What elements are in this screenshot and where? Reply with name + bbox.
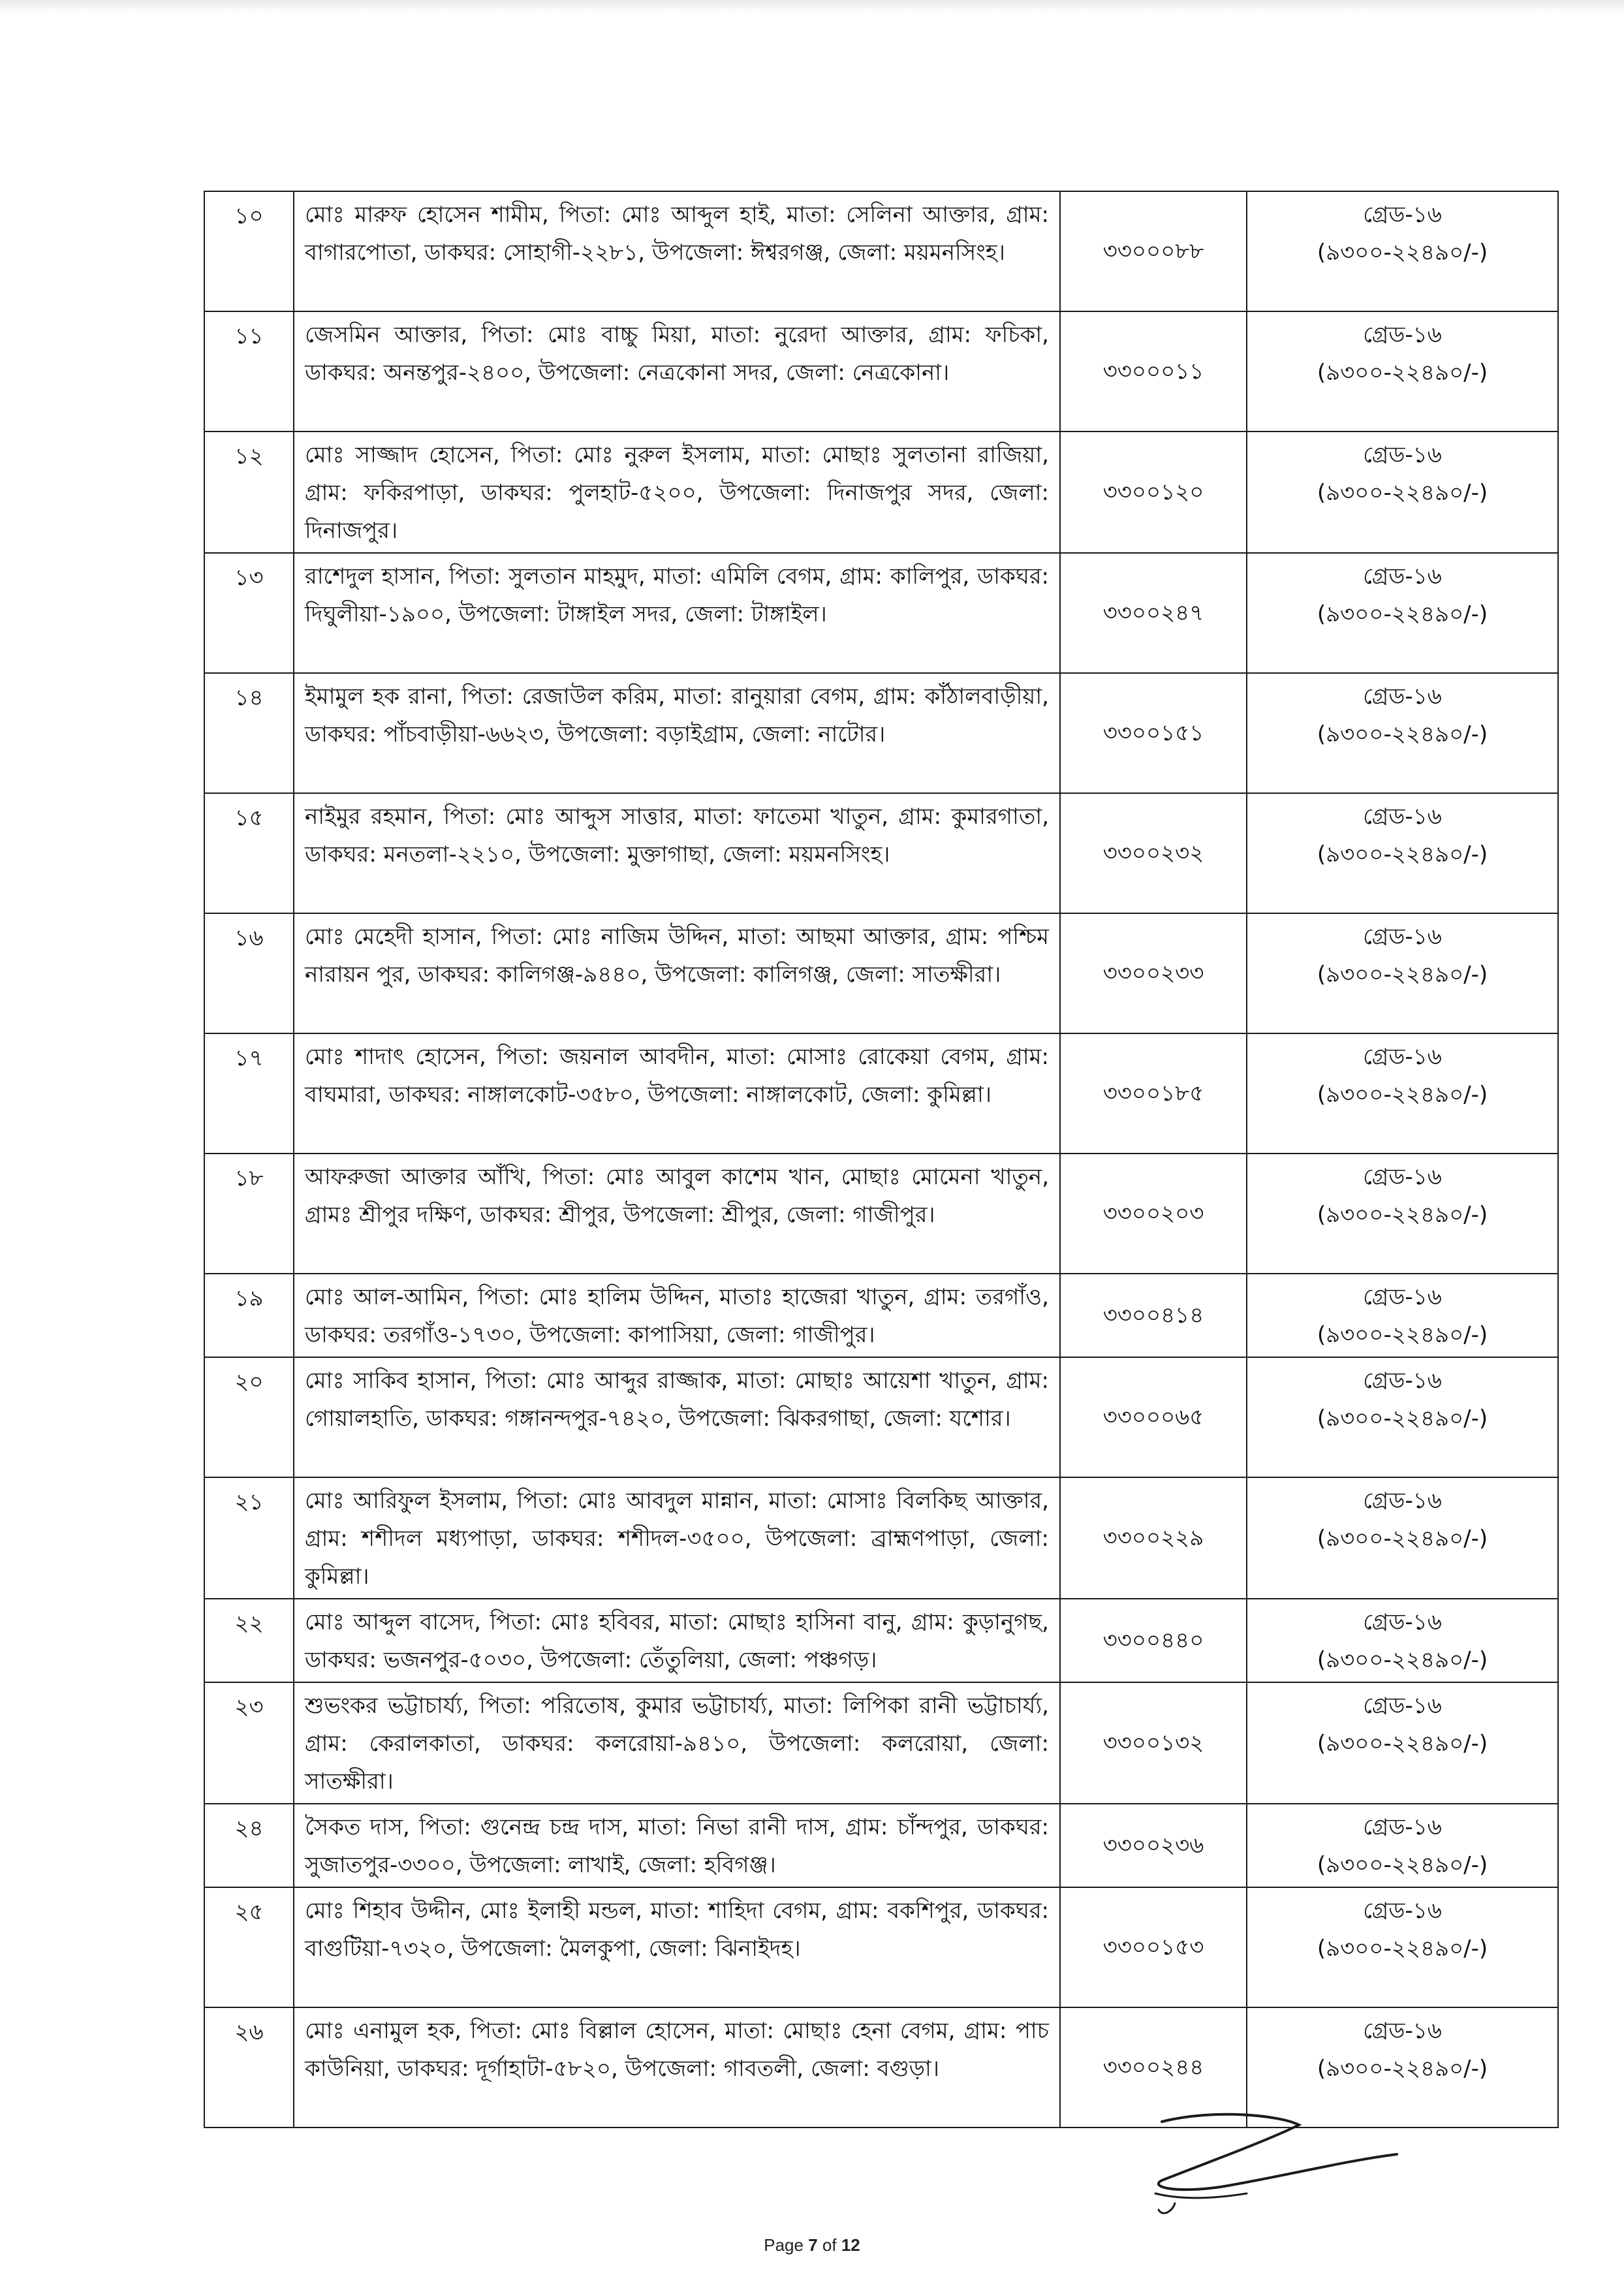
table-row — [204, 1477, 1558, 1599]
serial-number: ১৩ — [204, 553, 294, 673]
serial-number: ১১ — [204, 311, 294, 432]
candidate-details: জেসমিন আক্তার, পিতা: মোঃ বাচ্চু মিয়া, মাতা: নুরেদা আক্তার, গ্রাম: ফচিকা, ডাকঘর: অনন্তপুর-২৪০০, উপজেলা: নেত্রকোনা সদর, জেলা: নেত্রকোনা। — [294, 311, 1060, 432]
candidate-details: মোঃ এনামুল হক, পিতা: মোঃ বিল্লাল হোসেন, মাতা: মোছাঃ হেনা বেগম, গ্রাম: পাচ কাউনিয়া, ডাকঘর: দূর্গাহাটা-৫৮২০, উপজেলা: গাবতলী, জেলা: বগুড়া। — [294, 2007, 1060, 2128]
serial-number: ২৬ — [204, 2007, 294, 2128]
grade-label: গ্রেড-১৬ — [1363, 442, 1442, 468]
serial-number: ১৬ — [204, 913, 294, 1033]
pay-scale: (৯৩০০-২২৪৯০/-) — [1317, 1731, 1488, 1757]
grade-label: গ্রেড-১৬ — [1363, 1284, 1442, 1310]
table-row — [204, 1033, 1558, 1154]
roll-number: ৩৩০০২৩৩ — [1060, 913, 1247, 1033]
grade-cell — [1247, 1887, 1558, 2007]
grade-cell — [1247, 553, 1558, 673]
grade-label: গ্রেড-১৬ — [1363, 1814, 1442, 1840]
pay-scale: (৯৩০০-২২৪৯০/-) — [1317, 480, 1488, 506]
pay-scale: (৯৩০০-২২৪৯০/-) — [1317, 1647, 1488, 1673]
grade-cell — [1247, 793, 1558, 913]
table-row — [204, 793, 1558, 913]
grade-label: গ্রেড-১৬ — [1363, 1488, 1442, 1514]
pay-scale: (৯৩০০-২২৪৯০/-) — [1317, 2056, 1488, 2082]
grade-label: গ্রেড-১৬ — [1363, 322, 1442, 348]
grade-cell — [1247, 1033, 1558, 1154]
serial-number: ১২ — [204, 432, 294, 553]
grade-cell — [1247, 1274, 1558, 1357]
candidate-details: মোঃ শিহাব উদ্দীন, মোঃ ইলাহী মন্ডল, মাতা: শাহিদা বেগম, গ্রাম: বকশিপুর, ডাকঘর: বাগুটিয়া-৭৩২০, উপজেলা: মৈলকুপা, জেলা: ঝিনাইদহ। — [294, 1887, 1060, 2007]
grade-label: গ্রেড-১৬ — [1363, 202, 1442, 228]
roll-number: ৩৩০০৪৪০ — [1060, 1599, 1247, 1682]
grade-label: গ্রেড-১৬ — [1363, 683, 1442, 710]
roll-number: ৩৩০০২৩৬ — [1060, 1804, 1247, 1887]
serial-number: ১৮ — [204, 1154, 294, 1274]
table-row — [204, 1274, 1558, 1357]
roll-number: ৩৩০০১৫১ — [1060, 673, 1247, 793]
serial-number: ২৪ — [204, 1804, 294, 1887]
grade-label: গ্রেড-১৬ — [1363, 1044, 1442, 1070]
grade-cell — [1247, 673, 1558, 793]
footer-page-number: 7 — [808, 2235, 818, 2255]
grade-cell — [1247, 1154, 1558, 1274]
table-row — [204, 1357, 1558, 1477]
roll-number: ৩৩০০১৩২ — [1060, 1682, 1247, 1804]
pay-scale: (৯৩০০-২২৪৯০/-) — [1317, 962, 1488, 988]
grade-label: গ্রেড-১৬ — [1363, 563, 1442, 589]
candidate-details: মোঃ সাকিব হাসান, পিতা: মোঃ আব্দুর রাজ্জাক, মাতা: মোছাঃ আয়েশা খাতুন, গ্রাম: গোয়ালহাতি, ডাকঘর: গঙ্গানন্দপুর-৭৪২০, উপজেলা: ঝিকরগাছা, জেলা: যশোর। — [294, 1357, 1060, 1477]
roll-number: ৩৩০০২৪৪ — [1060, 2007, 1247, 2128]
candidate-details: আফরুজা আক্তার আঁখি, পিতা: মোঃ আবুল কাশেম খান, মোছাঃ মোমেনা খাতুন, গ্রামঃ শ্রীপুর দক্ষিণ, ডাকঘর: শ্রীপুর, উপজেলা: শ্রীপুর, জেলা: গাজীপুর। — [294, 1154, 1060, 1274]
table-row — [204, 673, 1558, 793]
roll-number: ৩৩০০০১১ — [1060, 311, 1247, 432]
candidate-details: মোঃ আরিফুল ইসলাম, পিতা: মোঃ আবদুল মান্নান, মাতা: মোসাঃ বিলকিছ আক্তার, গ্রাম: শশীদল মধ্যপাড়া, ডাকঘর: শশীদল-৩৫০০, উপজেলা: ব্রাহ্মণপাড়া, জেলা: কুমিল্লা। — [294, 1477, 1060, 1599]
candidate-details: মোঃ আল-আমিন, পিতা: মোঃ হালিম উদ্দিন, মাতাঃ হাজেরা খাতুন, গ্রাম: তরগাঁও, ডাকঘর: তরগাঁও-১৭৩০, উপজেলা: কাপাসিয়া, জেলা: গাজীপুর। — [294, 1274, 1060, 1357]
serial-number: ২৩ — [204, 1682, 294, 1804]
grade-label: গ্রেড-১৬ — [1363, 1164, 1442, 1190]
serial-number: ২০ — [204, 1357, 294, 1477]
grade-cell — [1247, 191, 1558, 311]
scan-edge-shadow — [0, 0, 1624, 13]
footer-middle: of — [817, 2235, 841, 2255]
roll-number: ৩৩০০০৬৫ — [1060, 1357, 1247, 1477]
footer-page-total: 12 — [841, 2235, 860, 2255]
pay-scale: (৯৩০০-২২৪৯০/-) — [1317, 1322, 1488, 1348]
pay-scale: (৯৩০০-২২৪৯০/-) — [1317, 240, 1488, 266]
roll-number: ৩৩০০০৮৮ — [1060, 191, 1247, 311]
pay-scale: (৯৩০০-২২৪৯০/-) — [1317, 721, 1488, 747]
candidate-details: মোঃ মেহেদী হাসান, পিতা: মোঃ নাজিম উদ্দিন, মাতা: আছমা আক্তার, গ্রাম: পশ্চিম নারায়ন পুর, ডাকঘর: কালিগঞ্জ-৯৪৪০, উপজেলা: কালিগঞ্জ, জেলা: সাতক্ষীরা। — [294, 913, 1060, 1033]
table-row — [204, 1887, 1558, 2007]
table-row — [204, 432, 1558, 553]
candidate-details: মোঃ আব্দুল বাসেদ, পিতা: মোঃ হবিবর, মাতা: মোছাঃ হাসিনা বানু, গ্রাম: কুড়ানুগছ, ডাকঘর: ভজনপুর-৫০৩০, উপজেলা: তেঁতুলিয়া, জেলা: পঞ্চগড়। — [294, 1599, 1060, 1682]
grade-label: গ্রেড-১৬ — [1363, 1368, 1442, 1394]
table-row — [204, 311, 1558, 432]
candidate-details: শুভংকর ভট্টাচার্য্য, পিতা: পরিতোষ, কুমার ভট্টাচার্য্য, মাতা: লিপিকা রানী ভট্টাচার্য্য, গ্রাম: কেরালকাতা, ডাকঘর: কলরোয়া-৯৪১০, উপজেলা: কলরোয়া, জেলা: সাতক্ষীরা। — [294, 1682, 1060, 1804]
candidate-details: মোঃ মারুফ হোসেন শামীম, পিতা: মোঃ আব্দুল হাই, মাতা: সেলিনা আক্তার, গ্রাম: বাগারপোতা, ডাকঘর: সোহাগী-২২৮১, উপজেলা: ঈশ্বরগঞ্জ, জেলা: ময়মনসিংহ। — [294, 191, 1060, 311]
pay-scale: (৯৩০০-২২৪৯০/-) — [1317, 1526, 1488, 1552]
pay-scale: (৯৩০০-২২৪৯০/-) — [1317, 1082, 1488, 1108]
candidate-details: নাইমুর রহমান, পিতা: মোঃ আব্দুস সাত্তার, মাতা: ফাতেমা খাতুন, গ্রাম: কুমারগাতা, ডাকঘর: মনতলা-২২১০, উপজেলা: মুক্তাগাছা, জেলা: ময়মনসিংহ। — [294, 793, 1060, 913]
grade-cell — [1247, 432, 1558, 553]
roll-number: ৩৩০০৪১৪ — [1060, 1274, 1247, 1357]
serial-number: ১৭ — [204, 1033, 294, 1154]
grade-label: গ্রেড-১৬ — [1363, 1693, 1442, 1719]
serial-number: ২৫ — [204, 1887, 294, 2007]
table-row — [204, 553, 1558, 673]
pay-scale: (৯৩০০-২২৪৯০/-) — [1317, 1202, 1488, 1228]
roll-number: ৩৩০০২২৯ — [1060, 1477, 1247, 1599]
table-row — [204, 1682, 1558, 1804]
roll-number: ৩৩০০২৪৭ — [1060, 553, 1247, 673]
table-row — [204, 1804, 1558, 1887]
roll-number: ৩৩০০১৮৫ — [1060, 1033, 1247, 1154]
candidate-details: মোঃ শাদাৎ হোসেন, পিতা: জয়নাল আবদীন, মাতা: মোসাঃ রোকেয়া বেগম, গ্রাম: বাঘমারা, ডাকঘর: নাঙ্গালকোট-৩৫৮০, উপজেলা: নাঙ্গালকোট, জেলা: কুমিল্লা। — [294, 1033, 1060, 1154]
table-row — [204, 1599, 1558, 1682]
grade-label: গ্রেড-১৬ — [1363, 2018, 1442, 2044]
serial-number: ২১ — [204, 1477, 294, 1599]
grade-cell — [1247, 1682, 1558, 1804]
roll-number: ৩৩০০২০৩ — [1060, 1154, 1247, 1274]
grade-cell — [1247, 311, 1558, 432]
roll-number: ৩৩০০১৫৩ — [1060, 1887, 1247, 2007]
table-row — [204, 191, 1558, 311]
grade-label: গ্রেড-১৬ — [1363, 924, 1442, 950]
candidate-table — [204, 191, 1559, 2128]
serial-number: ১৫ — [204, 793, 294, 913]
serial-number: ১৯ — [204, 1274, 294, 1357]
pay-scale: (৯৩০০-২২৪৯০/-) — [1317, 1936, 1488, 1962]
grade-cell — [1247, 1477, 1558, 1599]
grade-cell — [1247, 1804, 1558, 1887]
roll-number: ৩৩০০১২০ — [1060, 432, 1247, 553]
pay-scale: (৯৩০০-২২৪৯০/-) — [1317, 1852, 1488, 1878]
signature-icon — [1136, 2096, 1410, 2226]
candidate-details: রাশেদুল হাসান, পিতা: সুলতান মাহমুদ, মাতা: এমিলি বেগম, গ্রাম: কালিপুর, ডাকঘর: দিঘুলীয়া-১৯০০, উপজেলা: টাঙ্গাইল সদর, জেলা: টাঙ্গাইল। — [294, 553, 1060, 673]
table-row — [204, 913, 1558, 1033]
candidate-details: ইমামুল হক রানা, পিতা: রেজাউল করিম, মাতা: রানুয়ারা বেগম, গ্রাম: কাঁঠালবাড়ীয়া, ডাকঘর: পাঁচবাড়ীয়া-৬৬২৩, উপজেলা: বড়াইগ্রাম, জেলা: নাটোর। — [294, 673, 1060, 793]
pay-scale: (৯৩০০-২২৪৯০/-) — [1317, 360, 1488, 386]
page-footer — [0, 2235, 1624, 2255]
grade-label: গ্রেড-১৬ — [1363, 1609, 1442, 1635]
serial-number: ১৪ — [204, 673, 294, 793]
grade-cell — [1247, 1599, 1558, 1682]
pay-scale: (৯৩০০-২২৪৯০/-) — [1317, 1405, 1488, 1432]
candidate-details: সৈকত দাস, পিতা: গুনেন্দ্র চন্দ্র দাস, মাতা: নিভা রানী দাস, গ্রাম: চাঁন্দপুর, ডাকঘর: সুজাতপুর-৩৩০০, উপজেলা: লাখাই, জেলা: হবিগঞ্জ। — [294, 1804, 1060, 1887]
grade-cell — [1247, 913, 1558, 1033]
grade-label: গ্রেড-১৬ — [1363, 1898, 1442, 1924]
serial-number: ১০ — [204, 191, 294, 311]
candidate-table-body — [204, 191, 1558, 2128]
serial-number: ২২ — [204, 1599, 294, 1682]
grade-label: গ্রেড-১৬ — [1363, 804, 1442, 830]
grade-cell — [1247, 1357, 1558, 1477]
footer-prefix: Page — [764, 2235, 809, 2255]
pay-scale: (৯৩০০-২২৪৯০/-) — [1317, 841, 1488, 868]
table-row — [204, 1154, 1558, 1274]
roll-number: ৩৩০০২৩২ — [1060, 793, 1247, 913]
candidate-details: মোঃ সাজ্জাদ হোসেন, পিতা: মোঃ নুরুল ইসলাম, মাতা: মোছাঃ সুলতানা রাজিয়া, গ্রাম: ফকিরপাড়া, ডাকঘর: পুলহাট-৫২০০, উপজেলা: দিনাজপুর সদর, জেলা: দিনাজপুর। — [294, 432, 1060, 553]
pay-scale: (৯৩০০-২২৪৯০/-) — [1317, 601, 1488, 627]
